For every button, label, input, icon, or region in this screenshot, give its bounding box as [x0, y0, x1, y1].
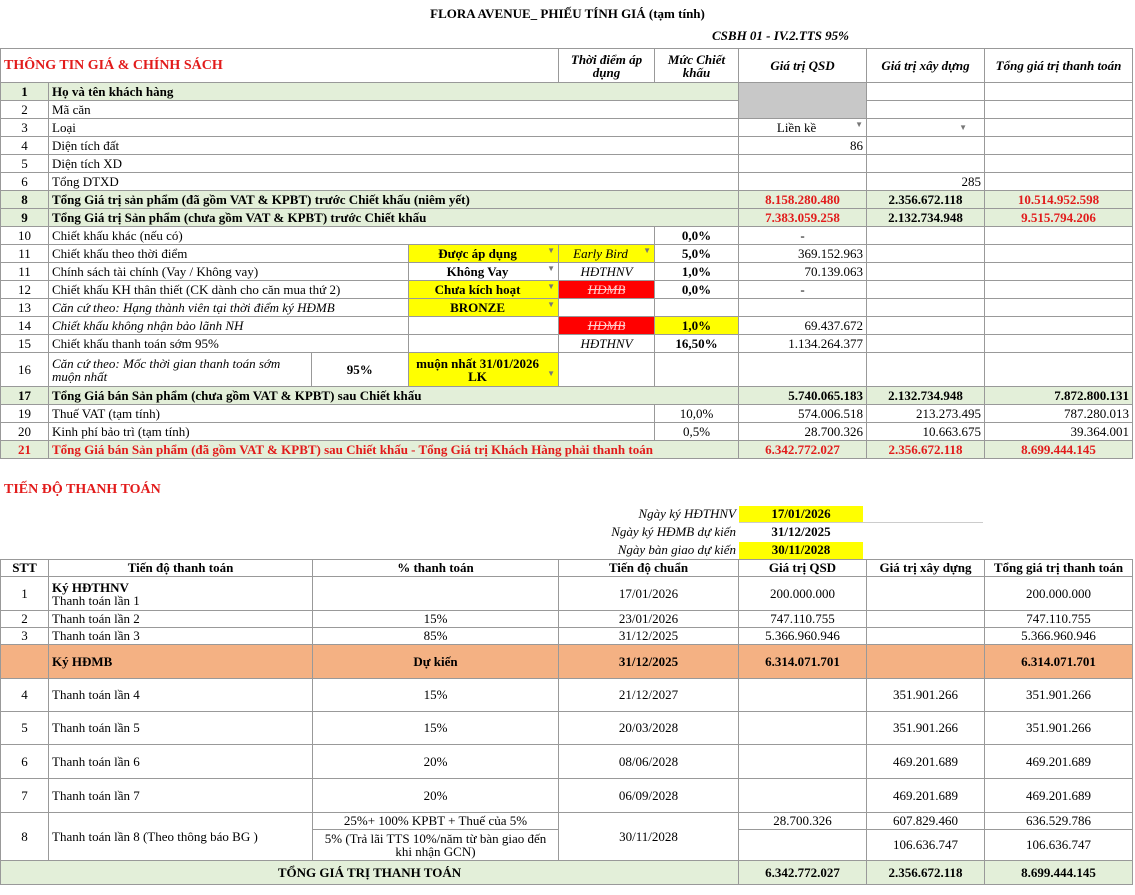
deadline-select[interactable]: ▼ muộn nhất 31/01/2026 LK — [409, 353, 559, 387]
chevron-down-icon: ▼ — [547, 299, 556, 309]
row-after-discount-total: 17 Tổng Giá bán Sản phẩm (chưa gồm VAT & KPBT) sau Chiết khấu 5.740.065.183 2.132.734.948 7.872.800.131 — [1, 387, 1133, 405]
type-select[interactable]: Liền kề ▼ — [739, 119, 867, 137]
price-info-table — [0, 48, 1133, 459]
membership-select[interactable]: BRONZE ▼ — [409, 299, 559, 317]
price-section-title: THÔNG TIN GIÁ & CHÍNH SÁCH — [1, 49, 559, 83]
row-land-area: 4 Diện tích đất 86 — [1, 137, 1133, 155]
row-loyalty-discount: 12 Chiết khấu KH thân thiết (CK dành cho căn mua thứ 2) Chưa kích hoạt ▼ HĐMB 0,0% - — [1, 281, 1133, 299]
date-value-3[interactable]: 30/11/2028 — [739, 542, 863, 559]
row-early-payment: 15 Chiết khấu thanh toán sớm 95% HĐTHNV 16,50% 1.134.264.377 — [1, 335, 1133, 353]
divider — [739, 522, 983, 523]
date-value-2: 31/12/2025 — [771, 524, 831, 539]
table-row: 7 Thanh toán lần 7 20% 06/09/2028 469.201.689 469.201.689 — [1, 779, 1133, 813]
date-value-1[interactable]: 17/01/2026 — [739, 506, 863, 523]
row-maintenance: 20 Kinh phí bảo trì (tạm tính) 0,5% 28.700.326 10.663.675 39.364.001 — [1, 423, 1133, 441]
table-row: 5% (Trả lãi TTS 10%/năm từ bàn giao đến khi nhận GCN) 106.636.747 106.636.747 — [1, 830, 1133, 861]
row-build-area: 5 Diện tích XD — [1, 155, 1133, 173]
table-row: 8 Thanh toán lần 8 (Theo thông báo BG ) 25%+ 100% KPBT + Thuế của 5% 30/11/2028 28.700.326 607.829.460 636.529.786 — [1, 813, 1133, 830]
row-other-discount: 10 Chiết khấu khác (nếu có) 0,0% - — [1, 227, 1133, 245]
loyalty-select[interactable]: Chưa kích hoạt ▼ — [409, 281, 559, 299]
col-xd-header: Giá trị xây dựng — [867, 49, 985, 83]
row-deadline: 16 Căn cứ theo: Mốc thời gian thanh toán sớm muộn nhất 95% ▼ muộn nhất 31/01/2026 LK — [1, 353, 1133, 387]
policy-code: CSBH 01 - IV.2.TTS 95% — [712, 28, 850, 43]
date-label-3: Ngày bàn giao dự kiến — [617, 542, 736, 557]
table-row: 5 Thanh toán lần 5 15% 20/03/2028 351.901.266 351.901.266 — [1, 712, 1133, 745]
chevron-down-icon: ▼ — [959, 123, 968, 132]
chevron-down-icon: ▼ — [855, 119, 864, 129]
table-row: 1 Ký HĐTHNV Thanh toán lần 1 17/01/2026 200.000.000 200.000.000 — [1, 577, 1133, 611]
customer-value-cell[interactable] — [739, 83, 867, 119]
xd-type-select[interactable] — [867, 119, 985, 137]
row-finance-policy: 11 Chính sách tài chính (Vay / Không vay) Không Vay ▼ HĐTHNV 1,0% 70.139.063 — [1, 263, 1133, 281]
col-qsd-header: Giá trị QSD — [739, 49, 867, 83]
row-unit-code: 2 Mã căn — [1, 101, 1133, 119]
date-label-2: Ngày ký HĐMB dự kiến — [611, 524, 736, 539]
chevron-down-icon: ▼ — [547, 368, 556, 378]
schedule-header-row: STT Tiến độ thanh toán % thanh toán Tiến độ chuẩn Giá trị QSD Giá trị xây dựng Tổng giá trị thanh toán — [1, 560, 1133, 577]
row-time-discount: 11 Chiết khấu theo thời điểm Được áp dụng ▼ Early Bird ▼ 5,0% 369.152.963 — [1, 245, 1133, 263]
chevron-down-icon: ▼ — [547, 263, 556, 273]
row-grand-total: 21 Tổng Giá bán Sản phẩm (đã gồm VAT & KPBT) sau Chiết khấu - Tổng Giá trị Khách Hàng phải thanh toán 6.342.772.027 2.356.672.118 8.699.444.145 — [1, 441, 1133, 459]
col-time-header: Thời điểm áp dụng — [559, 49, 655, 83]
schedule-total-row: TỔNG GIÁ TRỊ THANH TOÁN 6.342.772.027 2.356.672.118 8.699.444.145 — [1, 861, 1133, 885]
row-vat: 19 Thuế VAT (tạm tính) 10,0% 574.006.518 213.273.495 787.280.013 — [1, 405, 1133, 423]
row-customer-name: 1 Họ và tên khách hàng — [1, 83, 1133, 101]
row-pre-discount-total: 9 Tổng Giá trị Sản phẩm (chưa gồm VAT & KPBT) trước Chiết khấu 7.383.059.258 2.132.734.948 9.515.794.206 — [1, 209, 1133, 227]
payment-schedule-table — [0, 559, 1133, 885]
loan-select[interactable]: Không Vay ▼ — [409, 263, 559, 281]
early-bird-select[interactable]: Early Bird ▼ — [559, 245, 655, 263]
col-total-header: Tổng giá trị thanh toán — [985, 49, 1133, 83]
chevron-down-icon: ▼ — [547, 281, 556, 291]
table-row: 4 Thanh toán lần 4 15% 21/12/2027 351.901.266 351.901.266 — [1, 679, 1133, 712]
payment-section-title: TIẾN ĐỘ THANH TOÁN — [4, 482, 161, 497]
row-no-guarantee: 14 Chiết khấu không nhận bảo lãnh NH HĐMB 1,0% 69.437.672 — [1, 317, 1133, 335]
page-title: FLORA AVENUE_ PHIẾU TÍNH GIÁ (tạm tính) — [430, 6, 705, 21]
date-label-1: Ngày ký HĐTHNV — [638, 506, 736, 521]
table-row: 3 Thanh toán lần 3 85% 31/12/2025 5.366.960.946 5.366.960.946 — [1, 628, 1133, 645]
time-discount-select[interactable]: Được áp dụng ▼ — [409, 245, 559, 263]
row-type: 3 Loại Liền kề ▼ ▼ — [1, 119, 1133, 137]
chevron-down-icon: ▼ — [547, 245, 556, 255]
row-listed-total: 8 Tổng Giá trị sản phẩm (đã gồm VAT & KPBT) trước Chiết khấu (niêm yết) 8.158.280.480 2.356.672.118 10.514.952.598 — [1, 191, 1133, 209]
hdmb-row: Ký HĐMB Dự kiến 31/12/2025 6.314.071.701 6.314.071.701 — [1, 645, 1133, 679]
chevron-down-icon: ▼ — [643, 245, 652, 255]
row-membership: 13 Căn cứ theo: Hạng thành viên tại thời điểm ký HĐMB BRONZE ▼ — [1, 299, 1133, 317]
table-row: 2 Thanh toán lần 2 15% 23/01/2026 747.110.755 747.110.755 — [1, 611, 1133, 628]
row-total-build-area: 6 Tổng DTXD 285 — [1, 173, 1133, 191]
col-rate-header: Mức Chiết khấu — [655, 49, 739, 83]
table-row: 6 Thanh toán lần 6 20% 08/06/2028 469.201.689 469.201.689 — [1, 745, 1133, 779]
